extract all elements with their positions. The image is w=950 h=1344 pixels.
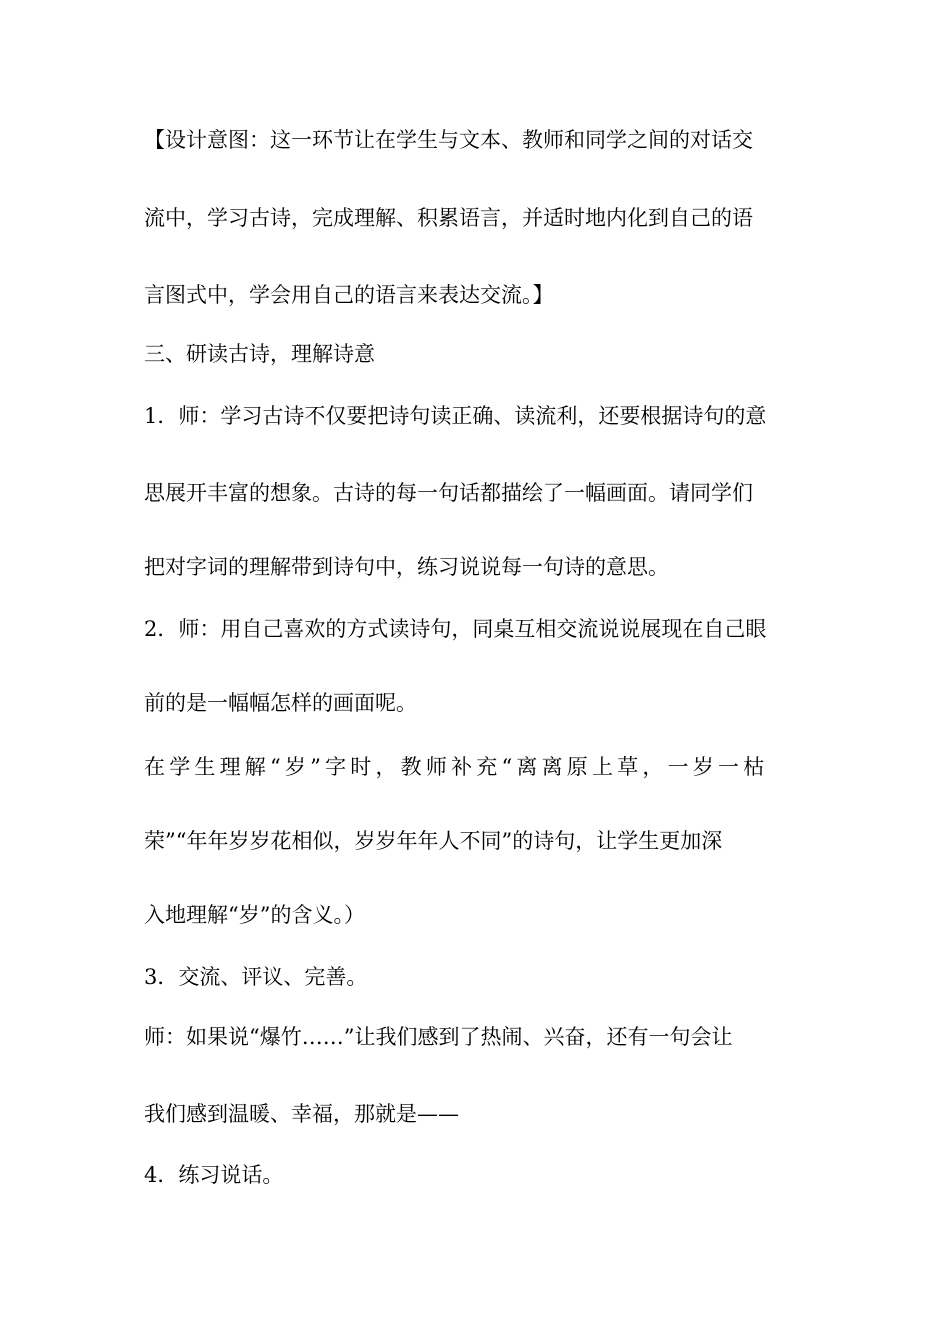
step-2-line-2: 前的是一幅幅怎样的画面呢。 — [144, 691, 417, 715]
step-4-line: 4．练习说话。 — [144, 1163, 284, 1187]
step-1-line-3: 把对字词的理解带到诗句中，练习说说每一句诗的意思。 — [144, 555, 669, 579]
note-line-2: 荣”“年年岁岁花相似，岁岁年年人不同”的诗句，让学生更加深 — [144, 829, 723, 853]
teacher-line-1: 师：如果说“爆竹……”让我们感到了热闹、兴奋，还有一句会让 — [144, 1025, 733, 1049]
design-intent-line-3: 言图式中，学会用自己的语言来表达交流。】 — [144, 283, 554, 307]
section-heading: 三、研读古诗，理解诗意 — [144, 342, 375, 366]
note-line-1: 在学生理解“岁”字时，教师补充“离离原上草，一岁一枯 — [144, 755, 769, 779]
step-1-line-2: 思展开丰富的想象。古诗的每一句话都描绘了一幅画面。请同学们 — [144, 481, 753, 505]
step-1-line-1: 1．师：学习古诗不仅要把诗句读正确、读流利，还要根据诗句的意 — [144, 404, 767, 428]
design-intent-line-1: 【设计意图：这一环节让在学生与文本、教师和同学之间的对话交 — [144, 128, 753, 152]
step-3-line: 3．交流、评议、完善。 — [144, 965, 368, 989]
step-2-line-1: 2．师：用自己喜欢的方式读诗句，同桌互相交流说说展现在自己眼 — [144, 617, 767, 641]
teacher-line-2: 我们感到温暖、幸福，那就是—— — [144, 1102, 459, 1126]
note-line-3: 入地理解“岁”的含义。） — [144, 903, 365, 927]
design-intent-line-2: 流中，学习古诗，完成理解、积累语言，并适时地内化到自己的语 — [144, 206, 753, 230]
